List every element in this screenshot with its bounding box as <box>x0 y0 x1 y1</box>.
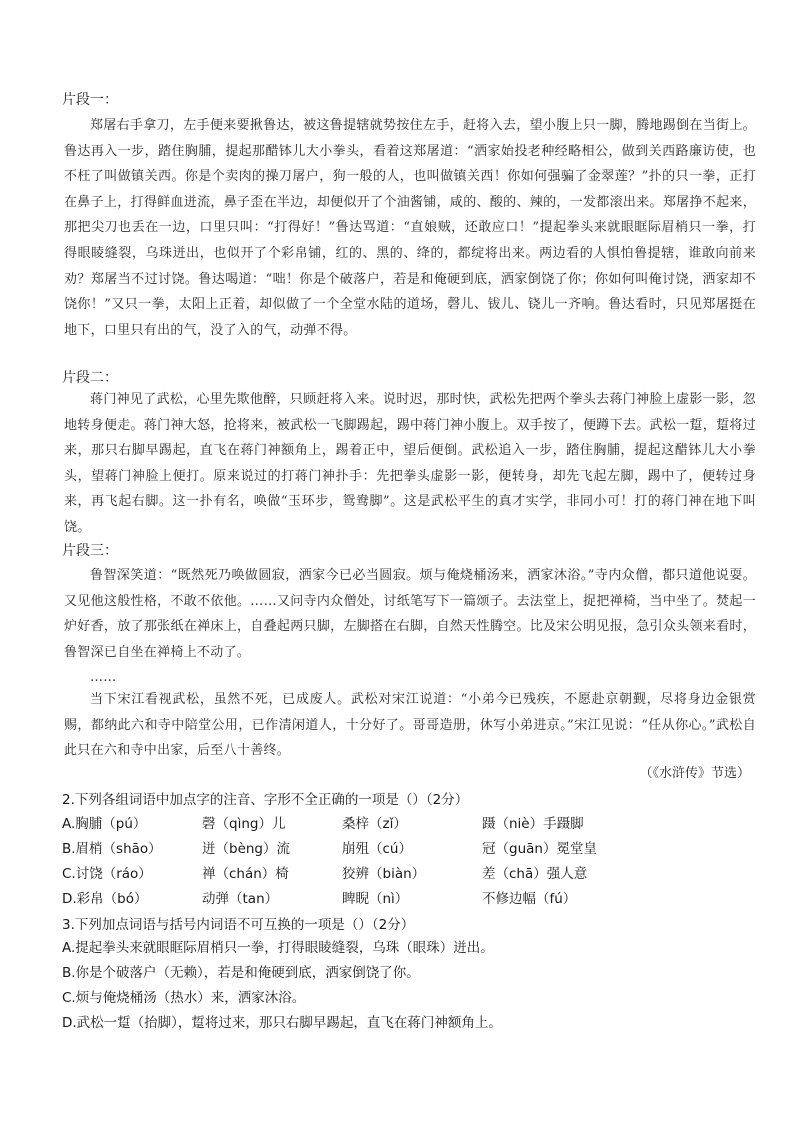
option-a-item-2: 磬（qìng）儿 <box>202 816 286 832</box>
option-c-item-3: 狡辨（biàn） <box>342 866 426 882</box>
option-b-item-3: 崩殂（cú） <box>342 841 412 857</box>
option-d-item-4: 不修边幅（fú） <box>482 891 577 907</box>
option-d-item-2: 动弹（tan） <box>202 891 279 907</box>
question-3-option-b: B.你是个破落户（无赖），若是和俺硬到底，洒家倒饶了你。 <box>62 965 420 981</box>
option-b-item-1: B.眉梢（shāo） <box>62 841 162 857</box>
fragment-3-text: 鲁智深笑道：“既然死乃唤做圆寂，洒家今已必当圆寂。烦与俺烧桶汤来，洒家沐浴。”寺内众僧，都只道他说耍。又见他这般性格，不敢不依他。……又问寺内众僧处，讨纸笔写下一篇颂子。去法堂上，捉把禅椅，当中坐了。焚起一炉好香，放了那张纸在禅床上，自叠起两只脚，左脚搭在右脚，自然天性腾空。比及宋公明见报，急引众头领来看时，鲁智深已自坐在禅椅上不动了。 <box>64 568 756 660</box>
option-c-item-2: 禅（chán）椅 <box>202 866 289 882</box>
fragment-2-label: 片段二： <box>62 370 118 386</box>
option-d-item-3: 睥睨（nì） <box>342 891 409 907</box>
option-a-item-1: A.胸脯（pú） <box>62 816 147 832</box>
option-a-item-4: 蹑（niè）手蹑脚 <box>482 816 584 832</box>
option-b-item-2: 迸（bèng）流 <box>202 841 291 857</box>
question-3-stem: 3.下列加点词语与括号内词语不可互换的一项是（）（2分） <box>62 917 415 933</box>
fragment-3-continued-text: 当下宋江看视武松，虽然不死，已成废人。武松对宋江说道：“小弟今已残疾，不愿赴京朝觐，尽将身边金银赏赐，都纳此六和寺中陪堂公用，已作清闲道人，十分好了。哥哥造册，休写小弟进京。”宋江见说：“任从你心。”武松自此只在六和寺中出家，后至八十善终。 <box>64 692 756 759</box>
question-3-option-a: A.提起拳头来就眼眶际眉梢只一拳，打得眼睖缝裂，乌珠（眼珠）迸出。 <box>62 940 494 956</box>
question-2-stem: 2.下列各组词语中加点字的注音、字形不全正确的一项是（）（2分） <box>62 792 469 808</box>
option-d-item-1: D.彩帛（bó） <box>62 891 148 907</box>
option-b-item-4: 冠（guān）冕堂皇 <box>482 841 597 857</box>
fragment-2-text: 蒋门神见了武松，心里先欺他醉，只顾赶将入来。说时迟，那时快，武松先把两个拳头去蒋门神脸上虚影一影，忽地转身便走。蒋门神大怒，抢将来，被武松一飞脚踢起，踢中蒋门神小腹上。双手按了，便蹲下去。武松一踅，踅将过来，那只右脚早踢起，直飞在蒋门神额角上，踢着正中，望后便倒。武松追入一步，踏住胸脯，提起这醋钵儿大小拳头，望蒋门神脸上便打。原来说过的打蒋门神扑手：先把拳头虚影一影，便转身，却先飞起左脚，踢中了，便转过身来，再飞起右脚。这一扑有名，唤做“玉环步，鸳鸯脚”。这是武松平生的真才实学，非同小可！打的蒋门神在地下叫饶。 <box>64 392 756 535</box>
fragment-3-ellipsis: …… <box>90 670 117 685</box>
passage-source: （《水浒传》节选） <box>639 766 750 781</box>
fragment-3-label: 片段三： <box>62 543 118 559</box>
option-c-item-4: 差（chā）强人意 <box>482 866 588 882</box>
option-a-item-3: 桑梓（zǐ） <box>342 816 407 832</box>
fragment-1-label: 片段一： <box>62 92 118 108</box>
fragment-1-text: 郑屠右手拿刀，左手便来要揪鲁达，被这鲁提辖就势按住左手，赶将入去，望小腹上只一脚，腾地踢倒在当街上。鲁达再入一步，踏住胸脯，提起那醋钵儿大小拳头，看着这郑屠道：“洒家始投老种经略相公，做到关西路廉访使，也不枉了叫做镇关西。你是个卖肉的操刀屠户，狗一般的人，也叫做镇关西！你如何强骗了金翠莲？”扑的只一拳，正打在鼻子上，打得鲜血迸流，鼻子歪在半边，却便似开了个油酱铺，咸的、酸的、辣的，一发都滚出来。郑屠挣不起来，那把尖刀也丢在一边，口里只叫：“打得好！”鲁达骂道：“直娘贼，还敢应口！”提起拳头来就眼眶际眉梢只一拳，打得眼睖缝裂，乌珠迸出，也似开了个彩帛铺，红的、黑的、绛的，都绽将出来。两边看的人惧怕鲁提辖，谁敢向前来劝？郑屠当不过讨饶。鲁达喝道：“咄！你是个破落户，若是和俺硬到底，洒家倒饶了你；你如何叫俺讨饶，洒家却不饶你！”又只一拳，太阳上正着，却似做了一个全堂水陆的道场，磬儿、钹儿、铙儿一齐响。鲁达看时，只见郑屠挺在地下，口里只有出的气，没了入的气，动弹不得。 <box>64 118 756 338</box>
question-3-option-d: D.武松一踅（抬脚），踅将过来，那只右脚早踢起，直飞在蒋门神额角上。 <box>62 1015 502 1031</box>
option-c-item-1: C.讨饶（ráo） <box>62 866 152 882</box>
question-3-option-c: C.烦与俺烧桶汤（热水）来，洒家沐浴。 <box>62 990 306 1006</box>
